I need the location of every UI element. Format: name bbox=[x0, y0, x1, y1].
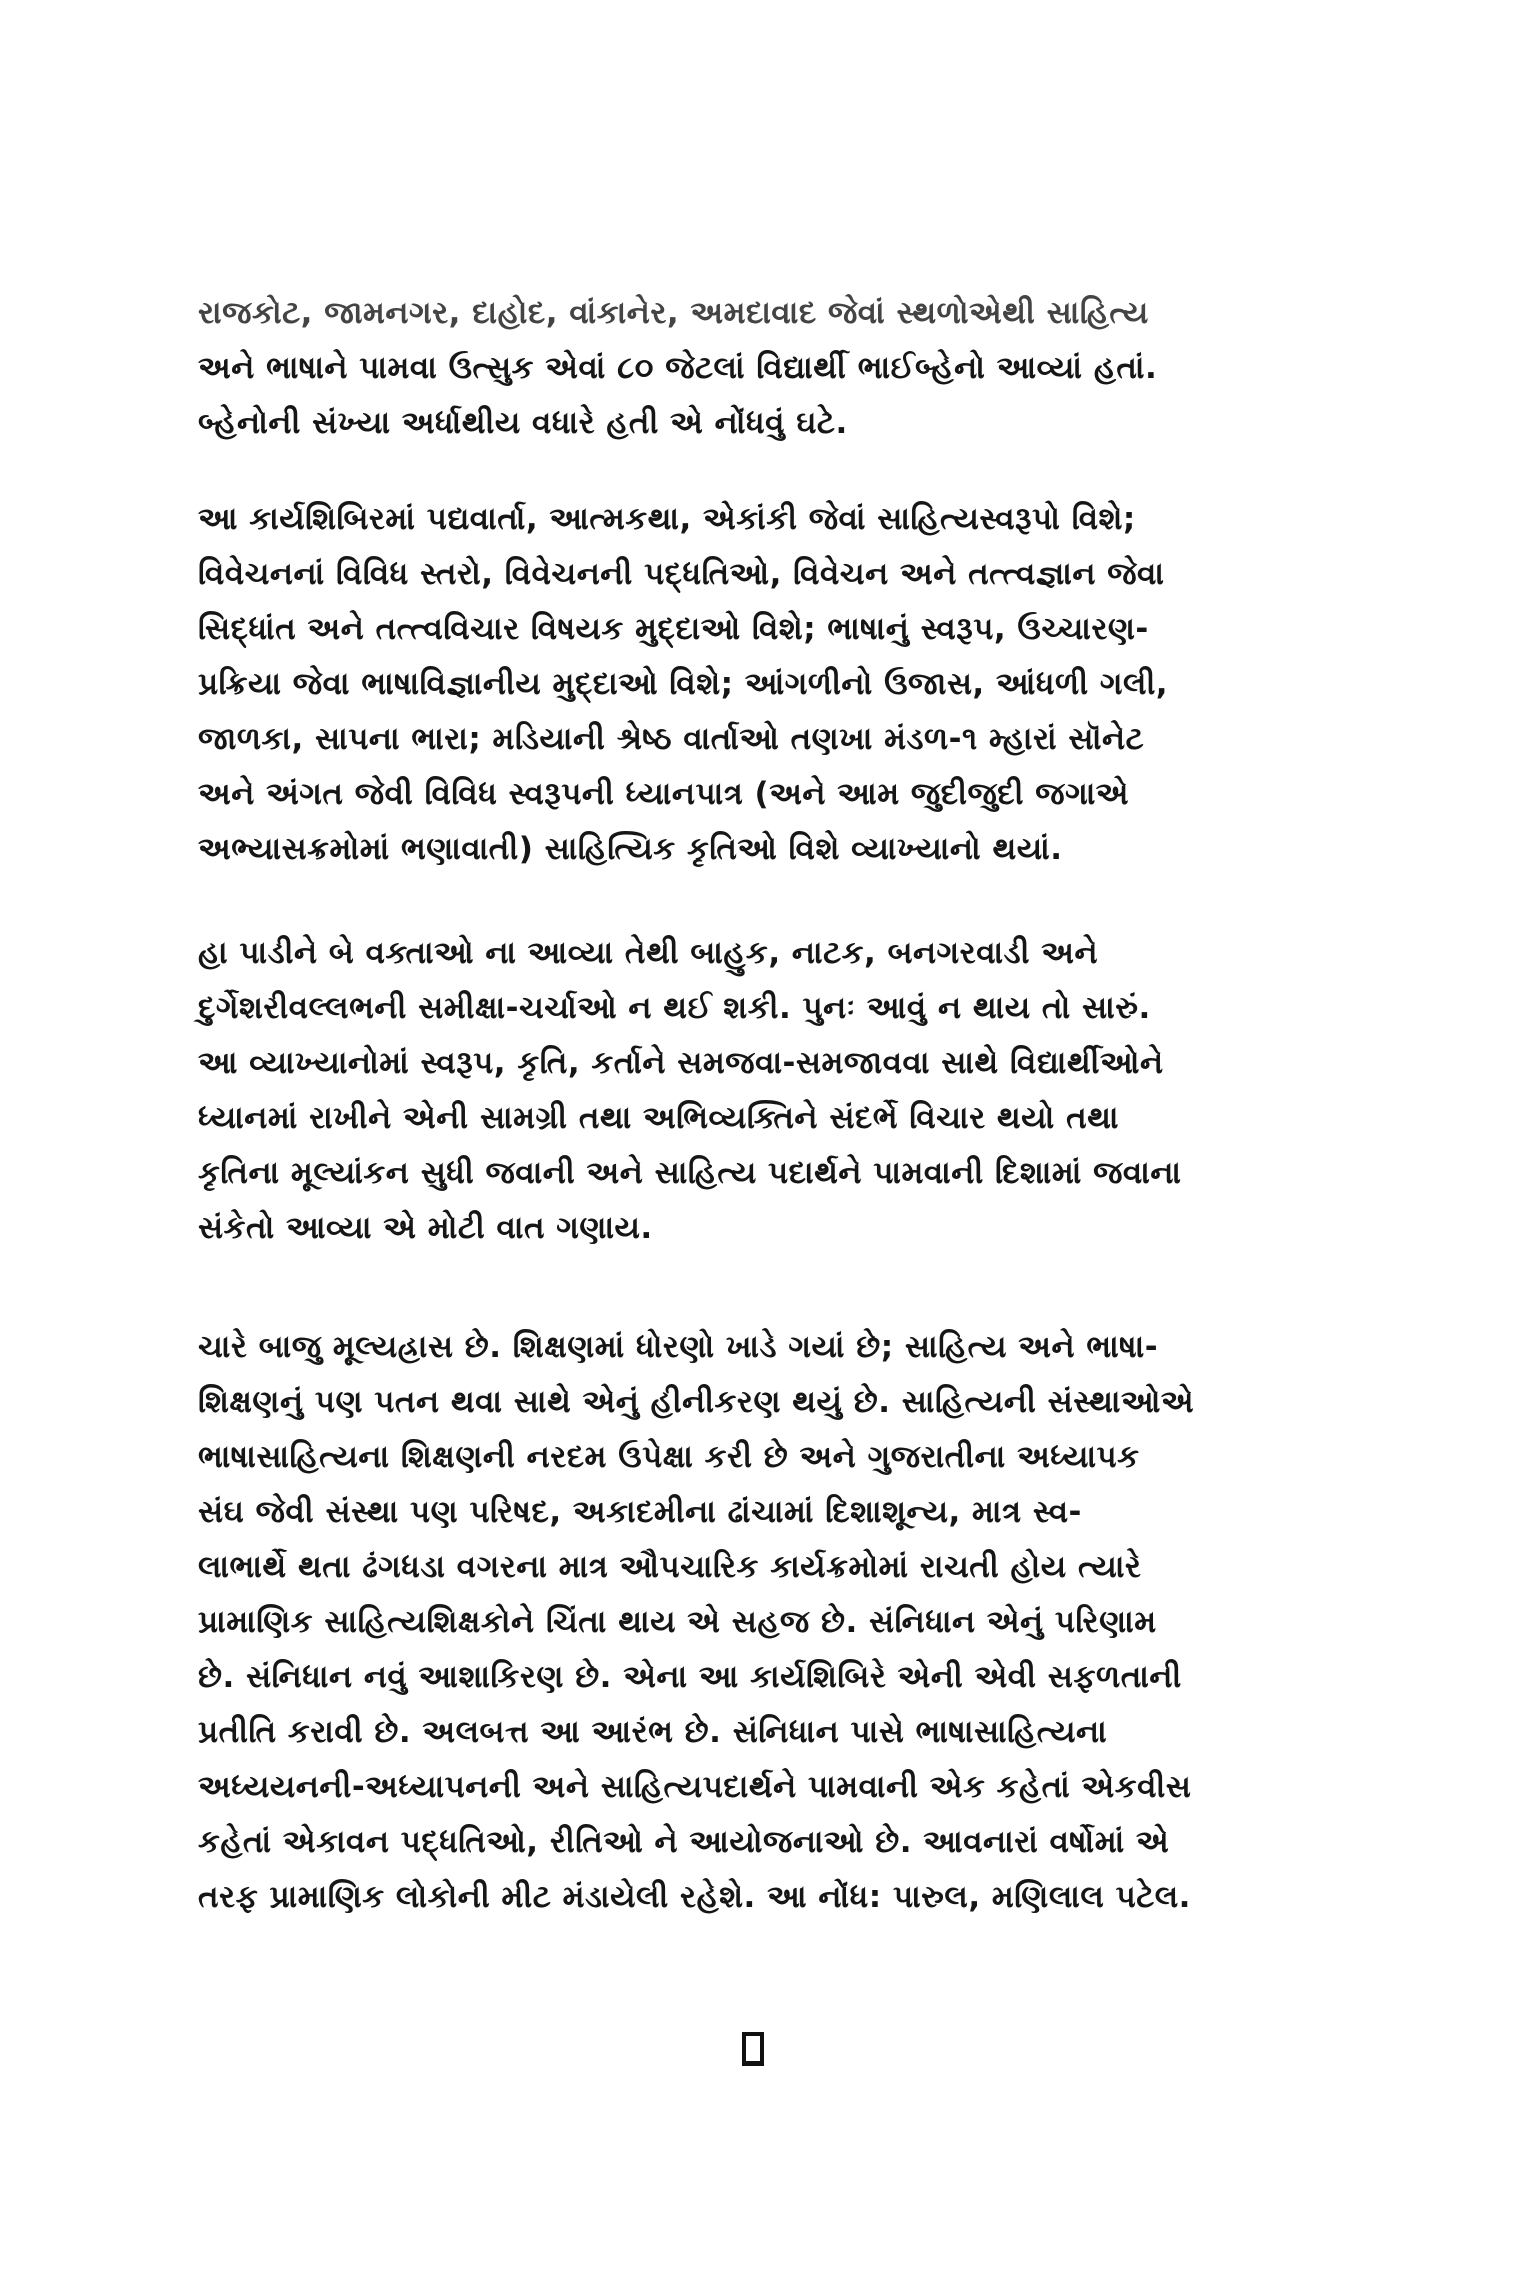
text-line: વિવેચનનાં વિવિધ સ્તરો, વિવેચનની પદ્ધતિઓ, વિવેચન અને તત્ત્વજ્ઞાન જેવા bbox=[198, 556, 1165, 592]
text-line: બ્હેનોની સંખ્યા અર્ધાથીય વધારે હતી એ નોંધવું ઘટે. bbox=[198, 405, 848, 441]
text-line: જાળકા, સાપના ભારા; મડિયાની શ્રેષ્ઠ વાર્તાઓ તણખા મંડળ-૧ મ્હારાં સૉનેટ bbox=[198, 721, 1145, 757]
paragraph-2 bbox=[198, 492, 1318, 877]
text-line: અધ્યયનની-અધ્યાપનની અને સાહિત્યપદાર્થને પામવાની એક કહેતાં એકવીસ bbox=[198, 1769, 1192, 1805]
text-line: શિક્ષણનું પણ પતન થવા સાથે એનું હીનીકરણ થયું છે. સાહિત્યની સંસ્થાઓએ bbox=[198, 1384, 1195, 1420]
text-line: હા પાડીને બે વક્તાઓ ના આવ્યા તેથી બાહુક, નાટક, બનગરવાડી અને bbox=[198, 935, 1099, 971]
text-line: અને ભાષાને પામવા ઉત્સુક એવાં ૮૦ જેટલાં વિદ્યાર્થી ભાઈબ્હેનો આવ્યાં હતાં. bbox=[198, 350, 1158, 386]
text-line: ભાષાસાહિત્યના શિક્ષણની નરદમ ઉપેક્ષા કરી છે અને ગુજરાતીના અધ્યાપક bbox=[198, 1439, 1140, 1475]
text-line: દુર્ગેશરીવલ્લભની સમીક્ષા-ચર્ચાઓ ન થઈ શકી. પુનઃ આવું ન થાય તો સારું. bbox=[198, 990, 1151, 1026]
text-line: છે. સંનિધાન નવું આશાકિરણ છે. એના આ કાર્યશિબિરે એની એવી સફળતાની bbox=[198, 1659, 1182, 1695]
text-line: કહેતાં એકાવન પદ્ધતિઓ, રીતિઓ ને આયોજનાઓ છે. આવનારાં વર્ષોમાં એ bbox=[198, 1824, 1170, 1860]
end-mark-icon bbox=[742, 2032, 764, 2066]
text-line: પ્રક્રિયા જેવા ભાષાવિજ્ઞાનીય મુદ્દાઓ વિશે; આંગળીનો ઉજાસ, આંધળી ગલી, bbox=[198, 666, 1169, 702]
text-line: આ કાર્યશિબિરમાં પદ્યવાર્તા, આત્મકથા, એકાંકી જેવાં સાહિત્યસ્વરૂપો વિશે; bbox=[198, 501, 1136, 537]
text-line: પ્રામાણિક સાહિત્યશિક્ષકોને ચિંતા થાય એ સહજ છે. સંનિધાન એનું પરિણામ bbox=[198, 1604, 1157, 1640]
text-line: ધ્યાનમાં રાખીને એની સામગ્રી તથા અભિવ્યક્તિને સંદર્ભે વિચાર થયો તથા bbox=[198, 1100, 1120, 1136]
text-line: કૃતિના મૂલ્યાંકન સુધી જવાની અને સાહિત્ય પદાર્થને પામવાની દિશામાં જવાના bbox=[198, 1155, 1182, 1191]
text-line: ચારે બાજુ મૂલ્યહ્રાસ છે. શિક્ષણમાં ધોરણો ખાડે ગયાં છે; સાહિત્ય અને ભાષા- bbox=[198, 1329, 1159, 1365]
paragraph-3 bbox=[198, 926, 1318, 1256]
text-line: સંઘ જેવી સંસ્થા પણ પરિષદ, અકાદમીના ઢાંચામાં દિશાશૂન્ય, માત્ર સ્વ- bbox=[198, 1494, 1082, 1530]
text-line: પ્રતીતિ કરાવી છે. અલબત્ત આ આરંભ છે. સંનિધાન પાસે ભાષાસાહિત્યના bbox=[198, 1714, 1108, 1750]
text-line: સિદ્ધાંત અને તત્ત્વવિચાર વિષયક મુદ્દાઓ વિશે; ભાષાનું સ્વરૂપ, ઉચ્ચારણ- bbox=[198, 611, 1149, 647]
text-line: અભ્યાસક્રમોમાં ભણાવાતી) સાહિત્યિક કૃતિઓ વિશે વ્યાખ્યાનો થયાં. bbox=[198, 831, 1063, 867]
text-line: અને અંગત જેવી વિવિધ સ્વરૂપની ધ્યાનપાત્ર (અને આમ જુદીજુદી જગાએ bbox=[198, 776, 1130, 812]
text-line: લાભાર્થે થતા ઢંગધડા વગરના માત્ર ઔપચારિક કાર્યક્રમોમાં રાચતી હોય ત્યારે bbox=[198, 1549, 1142, 1585]
paragraph-1 bbox=[198, 286, 1318, 451]
text-line: સંકેતો આવ્યા એ મોટી વાત ગણાય. bbox=[198, 1210, 653, 1246]
text-line: આ વ્યાખ્યાનોમાં સ્વરૂપ, કૃતિ, કર્તાને સમજવા-સમજાવવા સાથે વિદ્યાર્થીઓને bbox=[198, 1045, 1164, 1081]
text-line: તરફ પ્રામાણિક લોકોની મીટ મંડાયેલી રહેશે. આ નોંધ: પારુલ, મણિલાલ પટેલ. bbox=[198, 1879, 1191, 1915]
text-line: રાજકોટ, જામનગર, દાહોદ, વાંકાનેર, અમદાવાદ જેવાં સ્થળોએથી સાહિત્ય bbox=[198, 295, 1149, 331]
paragraph-4 bbox=[198, 1320, 1318, 1925]
